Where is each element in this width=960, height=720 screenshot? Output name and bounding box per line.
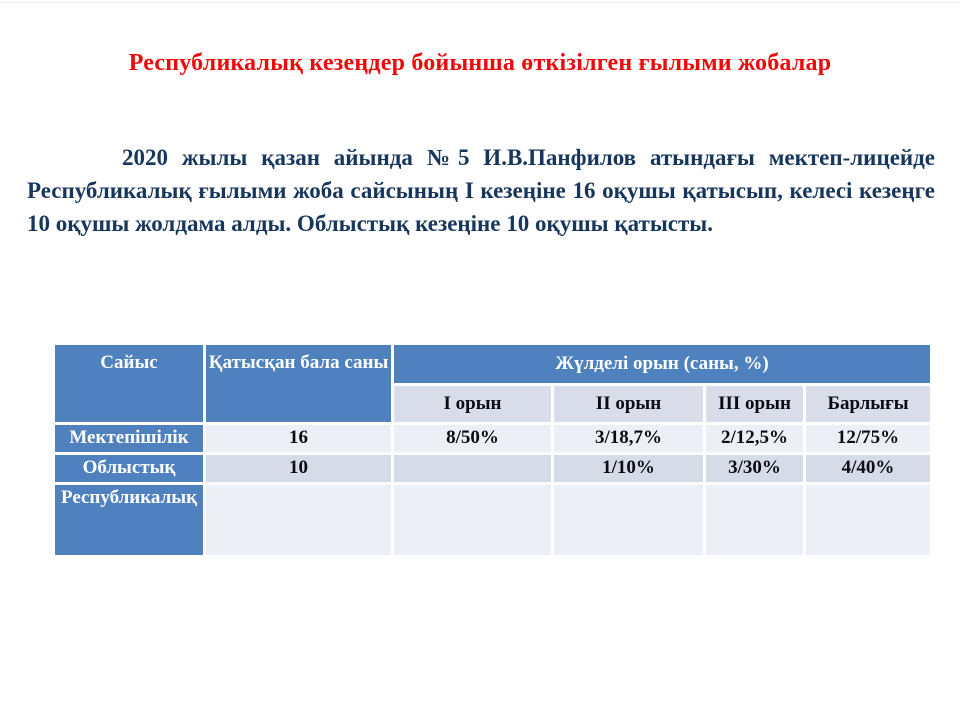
cell-regional-place-3: 3/30% bbox=[706, 455, 803, 482]
row-label-regional-level: Облыстық bbox=[55, 455, 203, 482]
results-table bbox=[55, 345, 930, 555]
subheader-place-2: ІІ орын bbox=[554, 386, 703, 422]
cell-school-place-3: 2/12,5% bbox=[706, 425, 803, 452]
row-label-school-level: Мектепішілік bbox=[55, 425, 203, 452]
cell-republic-place-1 bbox=[394, 485, 551, 555]
col-header-prize-places: Жүлделі орын (саны, %) bbox=[394, 345, 930, 383]
intro-paragraph: 2020 жылы қазан айында №5 И.В.Панфилов атындағы мектеп-лицейде Республикалық ғылыми жоба сайсының І кезеңіне 16 оқушы қатысып, келесі кезеңге 10 оқушы жолдама алды. Облыстық кезеңіне 10 оқушы қатысты. bbox=[27, 145, 935, 236]
cell-regional-count: 10 bbox=[206, 455, 391, 482]
cell-republic-place-3 bbox=[706, 485, 803, 555]
cell-regional-total: 4/40% bbox=[806, 455, 930, 482]
cell-school-count: 16 bbox=[206, 425, 391, 452]
subheader-place-1: І орын bbox=[394, 386, 551, 422]
row-label-republic-level: Республикалық bbox=[55, 485, 203, 555]
cell-republic-total bbox=[806, 485, 930, 555]
cell-republic-count bbox=[206, 485, 391, 555]
cell-regional-place-1 bbox=[394, 455, 551, 482]
cell-republic-place-2 bbox=[554, 485, 703, 555]
col-header-competition: Сайыс bbox=[55, 345, 203, 422]
cell-regional-place-2: 1/10% bbox=[554, 455, 703, 482]
subheader-place-3: ІІІ орын bbox=[706, 386, 803, 422]
subheader-total: Барлығы bbox=[806, 386, 930, 422]
cell-school-total: 12/75% bbox=[806, 425, 930, 452]
slide-title: Республикалық кезеңдер бойынша өткізілген ғылыми жобалар bbox=[128, 50, 832, 76]
slide-top-edge bbox=[0, 2, 960, 3]
cell-school-place-1: 8/50% bbox=[394, 425, 551, 452]
cell-school-place-2: 3/18,7% bbox=[554, 425, 703, 452]
col-header-participant-count: Қатысқан бала саны bbox=[206, 345, 391, 422]
